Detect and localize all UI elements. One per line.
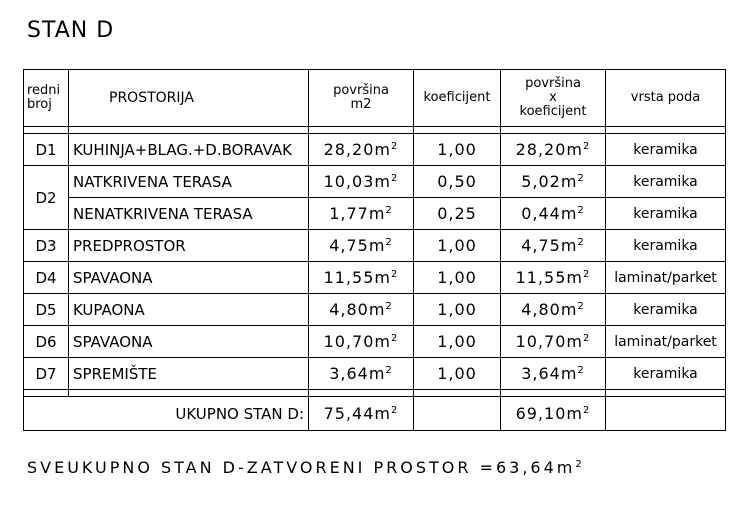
row-id: D4 — [24, 262, 69, 294]
spacer-row — [24, 127, 726, 134]
row-coef: 1,00 — [414, 262, 501, 294]
row-weighted: $4,80m^2$ — [501, 294, 606, 326]
row-floor: laminat/parket — [606, 326, 726, 358]
row-area: $4,80m^2$ — [309, 294, 414, 326]
row-weighted: $4,75m^2$ — [501, 230, 606, 262]
header-prostorija: PROSTORIJA — [69, 70, 309, 127]
total-weighted: $69,10m^2$ — [501, 397, 606, 431]
row-coef: 0,50 — [414, 166, 501, 198]
table-row — [24, 134, 726, 166]
total-label: UKUPNO STAN D: — [24, 397, 309, 431]
total-coef-empty — [414, 397, 501, 431]
table-row — [24, 262, 726, 294]
row-weighted: $11,55m^2$ — [501, 262, 606, 294]
row-weighted: $5,02m^2$ — [501, 166, 606, 198]
table-row — [24, 230, 726, 262]
row-area: $11,55m^2$ — [309, 262, 414, 294]
row-floor: keramika — [606, 166, 726, 198]
row-coef: 0,25 — [414, 198, 501, 230]
total-floor-empty — [606, 397, 726, 431]
row-area: $1,77m^2$ — [309, 198, 414, 230]
row-weighted: $28,20m^2$ — [501, 134, 606, 166]
row-weighted: $10,70m^2$ — [501, 326, 606, 358]
row-area: $10,70m^2$ — [309, 326, 414, 358]
total-area: $75,44m^2$ — [309, 397, 414, 431]
header-koeficijent: koeficijent — [414, 70, 501, 127]
spacer-row — [24, 390, 726, 397]
row-coef: 1,00 — [414, 358, 501, 390]
row-floor: keramika — [606, 134, 726, 166]
row-id: D7 — [24, 358, 69, 390]
row-id: D2 — [24, 166, 69, 230]
row-coef: 1,00 — [414, 230, 501, 262]
row-weighted: $3,64m^2$ — [501, 358, 606, 390]
table-header-row — [24, 70, 726, 127]
header-redni-broj: redni broj — [24, 70, 69, 127]
table-row — [24, 294, 726, 326]
row-area: $10,03m^2$ — [309, 166, 414, 198]
table-row — [24, 358, 726, 390]
row-floor: laminat/parket — [606, 262, 726, 294]
row-room: NENATKRIVENA TERASA — [69, 198, 309, 230]
row-id: D6 — [24, 326, 69, 358]
row-id: D5 — [24, 294, 69, 326]
table-row — [24, 166, 726, 198]
row-room: NATKRIVENA TERASA — [69, 166, 309, 198]
row-area: $3,64m^2$ — [309, 358, 414, 390]
row-room: SPAVAONA — [69, 326, 309, 358]
row-area: $4,75m^2$ — [309, 230, 414, 262]
row-coef: 1,00 — [414, 294, 501, 326]
row-room: SPAVAONA — [69, 262, 309, 294]
row-id: D1 — [24, 134, 69, 166]
grand-total-line: SVEUKUPNO STAN D-ZATVORENI PROSTOR $=63,64m^2$ — [27, 458, 585, 477]
table-row — [24, 198, 726, 230]
row-weighted: $0,44m^2$ — [501, 198, 606, 230]
row-room: PREDPROSTOR — [69, 230, 309, 262]
row-floor: keramika — [606, 358, 726, 390]
total-row — [24, 397, 726, 431]
page-title: STAN D — [27, 18, 115, 43]
row-area: $28,20m^2$ — [309, 134, 414, 166]
header-vrsta-poda: vrsta poda — [606, 70, 726, 127]
room-area-table — [23, 69, 726, 431]
row-coef: 1,00 — [414, 326, 501, 358]
row-id: D3 — [24, 230, 69, 262]
row-floor: keramika — [606, 198, 726, 230]
row-room: SPREMIŠTE — [69, 358, 309, 390]
row-room: KUHINJA+BLAG.+D.BORAVAK — [69, 134, 309, 166]
row-floor: keramika — [606, 294, 726, 326]
table-row — [24, 326, 726, 358]
row-floor: keramika — [606, 230, 726, 262]
row-coef: 1,00 — [414, 134, 501, 166]
row-room: KUPAONA — [69, 294, 309, 326]
header-povrsina-x-koeficijent: površina x koeficijent — [501, 70, 606, 127]
header-povrsina: površina m2 — [309, 70, 414, 127]
